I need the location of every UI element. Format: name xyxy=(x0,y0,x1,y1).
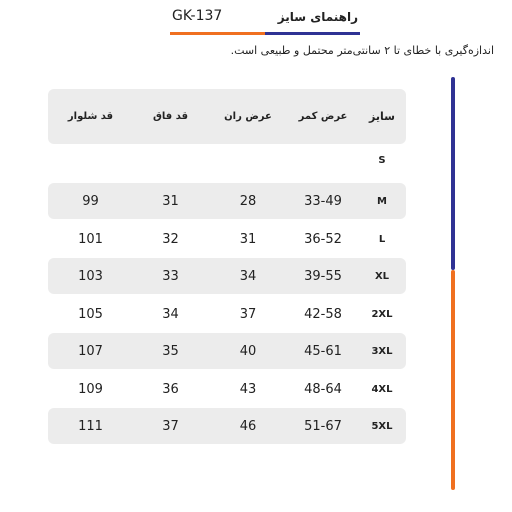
table-row xyxy=(48,296,406,332)
cell-length: 101 xyxy=(78,231,103,247)
product-code: GK-137 xyxy=(172,8,223,24)
cell-rise: 36 xyxy=(162,381,179,397)
table-row xyxy=(48,408,406,444)
table-row xyxy=(48,142,406,178)
cell-rise: 34 xyxy=(162,306,179,322)
cell-thigh: 37 xyxy=(239,306,257,322)
cell-waist: 48-64 xyxy=(304,381,342,397)
cell-rise: 37 xyxy=(162,418,179,434)
header-thigh: عرض ران xyxy=(224,111,272,122)
header-size: سایز xyxy=(369,110,395,123)
table-header xyxy=(48,89,406,144)
cell-length: 99 xyxy=(82,193,99,209)
cell-size: 5XL xyxy=(371,420,393,432)
cell-length: 105 xyxy=(78,306,103,322)
title-underline-orange xyxy=(170,32,265,35)
side-bar-blue xyxy=(451,77,455,270)
cell-thigh: 43 xyxy=(239,381,257,397)
cell-length xyxy=(48,142,133,178)
table-row xyxy=(48,258,406,294)
cell-rise: 31 xyxy=(162,193,179,209)
side-bar-orange xyxy=(451,270,455,490)
cell-size: S xyxy=(378,154,386,166)
header-length: قد شلوار xyxy=(67,111,114,122)
cell-size: 4XL xyxy=(371,383,393,395)
cell-rise: 33 xyxy=(162,268,179,284)
cell-length: 109 xyxy=(78,381,103,397)
cell-waist: 33-49 xyxy=(304,193,342,209)
cell-thigh: 28 xyxy=(239,193,257,209)
cell-waist: 45-61 xyxy=(304,343,342,359)
header-waist: عرض کمر xyxy=(298,111,348,122)
cell-thigh: 34 xyxy=(239,268,257,284)
cell-thigh: 31 xyxy=(239,231,257,247)
cell-length: 103 xyxy=(78,268,103,284)
cell-size: 2XL xyxy=(371,308,393,320)
cell-waist: 42-58 xyxy=(304,306,342,322)
header-rise: قد فاق xyxy=(152,111,189,122)
cell-thigh: 46 xyxy=(239,418,257,434)
cell-rise: 35 xyxy=(162,343,179,359)
cell-length: 107 xyxy=(78,343,103,359)
cell-size: L xyxy=(378,233,386,245)
cell-length: 111 xyxy=(78,418,103,434)
table-row xyxy=(48,371,406,407)
cell-waist: 36-52 xyxy=(304,231,342,247)
title-underline-blue xyxy=(265,32,360,35)
cell-rise: 32 xyxy=(162,231,179,247)
measurement-note: اندازه‌گیری با خطای تا ۲ سانتی‌متر محتمل و طبیعی است. xyxy=(230,44,494,57)
cell-size: M xyxy=(377,195,387,207)
cell-waist: 51-67 xyxy=(304,418,342,434)
cell-waist xyxy=(288,142,358,178)
cell-size: XL xyxy=(374,270,390,282)
cell-rise xyxy=(133,142,208,178)
page-title: راهنمای سایز xyxy=(277,10,358,24)
table-row xyxy=(48,183,406,219)
title-row xyxy=(150,8,370,28)
table-row xyxy=(48,221,406,257)
table-row xyxy=(48,333,406,369)
cell-thigh: 40 xyxy=(239,343,257,359)
cell-size: 3XL xyxy=(371,345,393,357)
cell-waist: 39-55 xyxy=(304,268,342,284)
cell-thigh xyxy=(208,142,288,178)
